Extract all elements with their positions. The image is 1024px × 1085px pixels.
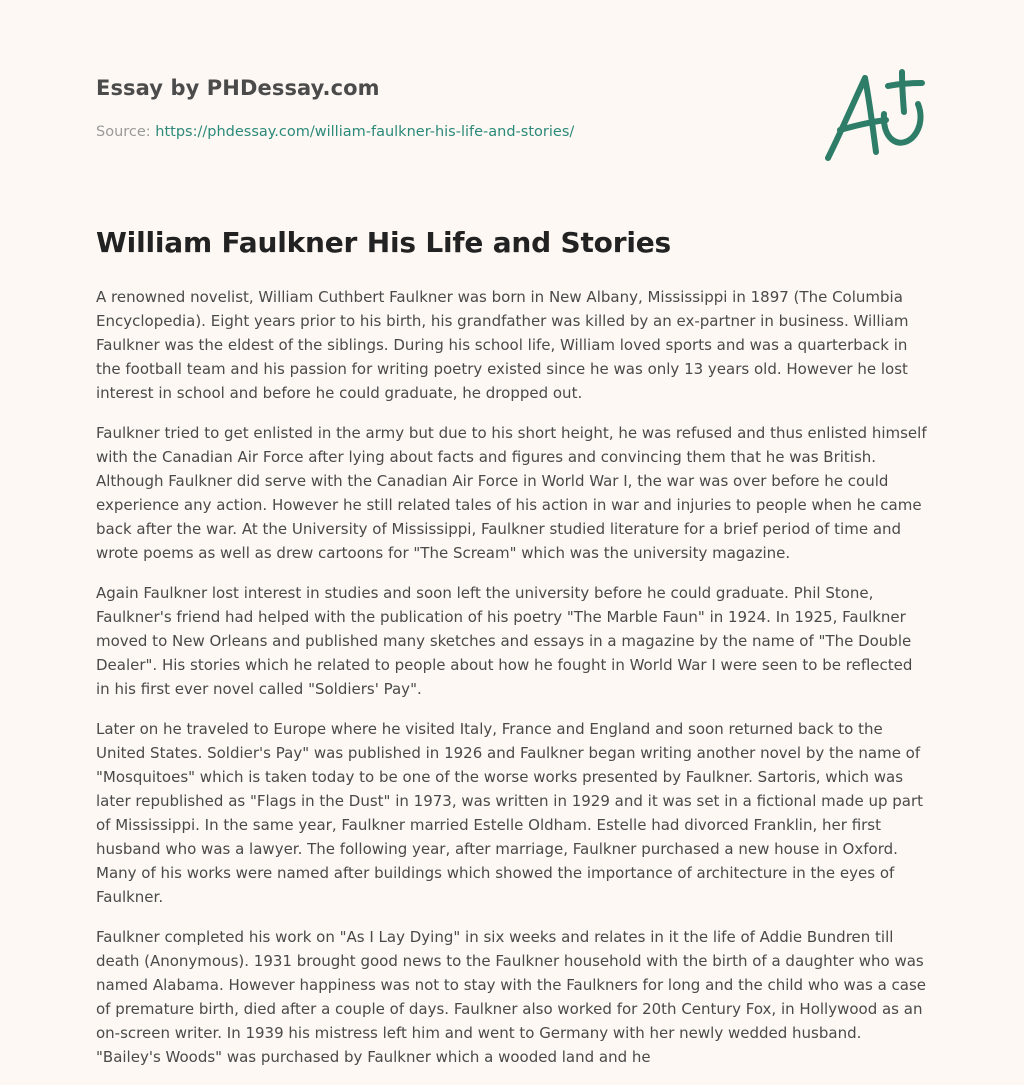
essay-paragraph-1: A renowned novelist, William Cuthbert Faulkner was born in New Albany, Mississippi in 1897 (The Columbia Encyclopedia). Eight years prior to his birth, his grandfather was killed by an ex-partner in business. William Faulkner was the eldest of the siblings. During his school life, William loved sports and was a quarterback in the football team and his passion for writing poetry existed since he was only 13 years old. However he lost interest in school and before he could graduate, he dropped out. (96, 288, 909, 402)
logo-a-left-stroke (828, 78, 865, 158)
logo-plus-horizontal (888, 83, 922, 86)
essay-paragraph-5: Faulkner completed his work on "As I Lay Dying" in six weeks and relates in it the life of Addie Bundren till death (Anonymous). 1931 brought good news to the Faulkner household with the birth of a daughter who was named Alabama. However happiness was not to stay with the Faulkners for long and the child who was a case of premature birth, died after a couple of days. Faulkner also worked for 20th Century Fox, in Hollywood as an on-screen writer. In 1939 his mistress left him and went to Germany with her newly wedded husband. "Bailey's Woods" was purchased by Faulkner which a wooded land and he (96, 928, 927, 1066)
essay-paragraph-2: Faulkner tried to get enlisted in the army but due to his short height, he was refused and thus enlisted himself with the Canadian Air Force after lying about facts and figures and convincing them that he was British. Although Faulkner did serve with the Canadian Air Force in World War I, the war was over before he could experience any action. However he still related tales of his action in war and injuries to people when he came back after the war. At the University of Mississippi, Faulkner studied literature for a brief period of time and wrote poems as well as drew cartoons for "The Scream" which was the university magazine. (96, 424, 927, 562)
logo-plus-vertical (902, 72, 904, 112)
essay-body (96, 285, 930, 1085)
essay-paragraph-3: Again Faulkner lost interest in studies and soon left the university before he could graduate. Phil Stone, Faulkner's friend had helped with the publication of his poetry "The Marble Faun" in 1924. In 1925, Faulkner moved to New Orleans and published many sketches and essays in a magazine by the name of "The Double Dealer". His stories which he related to people about how he fought in World War I were seen to be reflected in his first ever novel called "Soldiers' Pay". (96, 584, 913, 698)
essay-title: William Faulkner His Life and Stories (96, 226, 671, 259)
source-link[interactable]: https://phdessay.com/william-faulkner-his-life-and-stories/ (155, 124, 575, 140)
a-plus-logo-icon (818, 64, 930, 166)
source-label: Source: (96, 124, 156, 140)
site-brand: Essay by PHDessay.com (96, 76, 380, 100)
source-line (96, 124, 574, 140)
essay-paragraph-4: Later on he traveled to Europe where he visited Italy, France and England and soon returned back to the United States. Soldier's Pay" was published in 1926 and Faulkner began writing another novel by the name of "Mosquitoes" which is taken today to be one of the worse works presented by Faulkner. Sartoris, which was later republished as "Flags in the Dust" in 1973, was written in 1929 and it was set in a fictional made up part of Mississippi. In the same year, Faulkner married Estelle Oldham. Estelle had divorced Franklin, her first husband who was a lawyer. The following year, after marriage, Faulkner purchased a new house in Oxford. Many of his works were named after buildings which showed the importance of architecture in the eyes of Faulkner. (96, 720, 924, 906)
logo-a-right-stroke (865, 78, 876, 152)
